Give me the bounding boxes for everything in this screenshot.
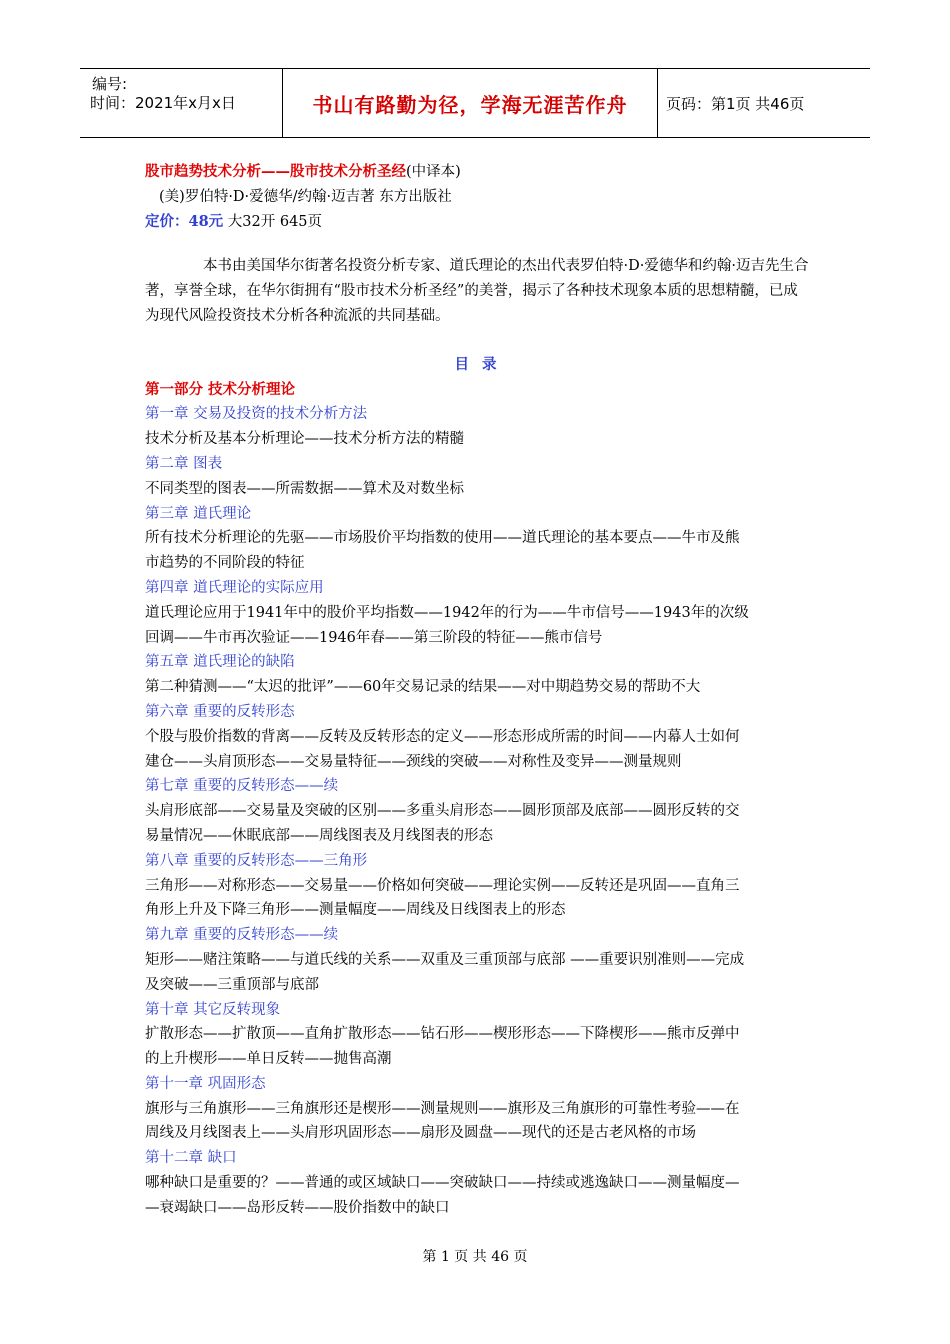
toc-chapter-summary-line: 矩形——赌注策略——与道氏线的关系——双重及三重顶部与底部 ——重要识别准则——完成 <box>145 951 745 968</box>
toc-chapter-summary-line: 不同类型的图表——所需数据——算术及对数坐标 <box>145 480 464 497</box>
toc-chapter-summary-line: 旗形与三角旗形——三角旗形还是楔形——测量规则——旗形及三角旗形的可靠性考验——在 <box>145 1100 740 1117</box>
toc-chapter-title[interactable]: 第十一章 巩固形态 <box>145 1075 266 1092</box>
book-title: 股市趋势技术分析——股市技术分析圣经 <box>145 163 406 180</box>
toc-chapter-summary-line: 回调——牛市再次验证——1946年春——第三阶段的特征——熊市信号 <box>145 629 603 646</box>
toc-chapter-title[interactable]: 第七章 重要的反转形态——续 <box>145 778 339 795</box>
toc-chapter-summary-line: —衰竭缺口——岛形反转——股价指数中的缺口 <box>145 1199 450 1216</box>
document-number-label: 编号: <box>92 75 128 93</box>
toc-chapter-title[interactable]: 第一章 交易及投资的技术分析方法 <box>145 406 368 423</box>
toc-chapter-summary-line: 易量情况——休眠底部——周线图表及月线图表的形态 <box>145 827 493 844</box>
toc-chapter-title[interactable]: 第二章 图表 <box>145 455 223 472</box>
header-motto-cell <box>283 69 658 137</box>
toc-chapter-summary-line: 市趋势的不同阶段的特征 <box>145 555 305 572</box>
toc-title: 目 录 <box>454 355 501 373</box>
toc-chapter-summary-line: 角形上升及下降三角形——测量幅度——周线及日线图表上的形态 <box>145 902 566 919</box>
toc-chapter-title[interactable]: 第四章 道氏理论的实际应用 <box>145 579 324 596</box>
book-intro: 本书由美国华尔街著名投资分析专家、道氏理论的杰出代表罗伯特·D·爱德华和约翰·迈吉先生合著，享誉全球，在华尔街拥有“股市技术分析圣经”的美誉，揭示了各种技术现象本质的思想精髓，已成为现代风险投资技术分析各种流派的共同基础。 <box>145 258 809 324</box>
header-page-label: 页码：第1页 共46页 <box>666 94 805 113</box>
toc-chapter-title[interactable]: 第六章 重要的反转形态 <box>145 703 295 720</box>
book-price-line <box>145 210 810 235</box>
toc-chapter-summary-line: 建仓——头肩顶形态——交易量特征——颈线的突破——对称性及变异——测量规则 <box>145 753 682 770</box>
toc-chapter-title[interactable]: 第三章 道氏理论 <box>145 505 252 522</box>
page-footer: 第 1 页 共 46 页 <box>422 1249 528 1265</box>
toc-part-heading: 第一部分 技术分析理论 <box>145 380 296 398</box>
page-header <box>80 68 870 138</box>
document-body <box>145 160 810 1221</box>
toc-chapter-summary-line: 头肩形底部——交易量及突破的区别——多重头肩形态——圆形顶部及底部——圆形反转的交 <box>145 803 740 820</box>
header-page-cell <box>658 69 870 137</box>
toc-chapter-summary-line: 第二种猜测——“太迟的批评”——60年交易记录的结果——对中期趋势交易的帮助不大 <box>145 679 701 696</box>
book-price: 定价：48元 <box>145 212 224 230</box>
toc-chapter-summary-line: 个股与股价指数的背离——反转及反转形态的定义——形态形成所需的时间——内幕人士如何 <box>145 728 740 745</box>
toc-chapter-summary-line: 技术分析及基本分析理论——技术分析方法的精髓 <box>145 431 464 448</box>
toc-chapter-title[interactable]: 第十章 其它反转现象 <box>145 1001 281 1018</box>
toc-chapter-summary-line: 周线及月线图表上——头肩形巩固形态——扇形及圆盘——现代的还是古老风格的市场 <box>145 1125 696 1142</box>
toc-chapter-title[interactable]: 第八章 重要的反转形态——三角形 <box>145 852 368 869</box>
toc-chapter-summary-line: 哪种缺口是重要的？——普通的或区域缺口——突破缺口——持续或逃逸缺口——测量幅度— <box>145 1175 740 1192</box>
toc-chapter-title[interactable]: 第五章 道氏理论的缺陷 <box>145 654 295 671</box>
toc-chapter-title[interactable]: 第十二章 缺口 <box>145 1150 237 1167</box>
book-title-line <box>145 160 810 185</box>
toc-chapter-summary-line: 三角形——对称形态——交易量——价格如何突破——理论实例——反转还是巩固——直角三 <box>145 877 740 894</box>
toc-chapter-summary-line: 的上升楔形——单日反转——抛售高潮 <box>145 1051 392 1068</box>
toc-chapter-summary-line: 及突破——三重顶部与底部 <box>145 976 319 993</box>
book-authors: (美)罗伯特·D·爱德华/约翰·迈吉著 东方出版社 <box>159 188 452 205</box>
header-meta-cell <box>80 69 283 137</box>
book-title-suffix: (中译本) <box>406 164 461 180</box>
toc-chapter-summary-line: 道氏理论应用于1941年中的股价平均指数——1942年的行为——牛市信号——1943年的次级 <box>145 604 749 621</box>
toc-chapter-title[interactable]: 第九章 重要的反转形态——续 <box>145 927 339 944</box>
toc-chapter-list <box>145 402 810 1220</box>
toc-chapter-summary-line: 扩散形态——扩散顶——直角扩散形态——钻石形——楔形形态——下降楔形——熊市反弹中 <box>145 1026 740 1043</box>
document-date-label: 时间：2021年x月x日 <box>90 94 236 112</box>
toc-chapter-summary-line: 所有技术分析理论的先驱——市场股价平均指数的使用——道氏理论的基本要点——牛市及熊 <box>145 530 740 547</box>
header-motto: 书山有路勤为径，学海无涯苦作舟 <box>312 92 628 117</box>
book-price-detail: 大32开 645页 <box>223 213 323 230</box>
